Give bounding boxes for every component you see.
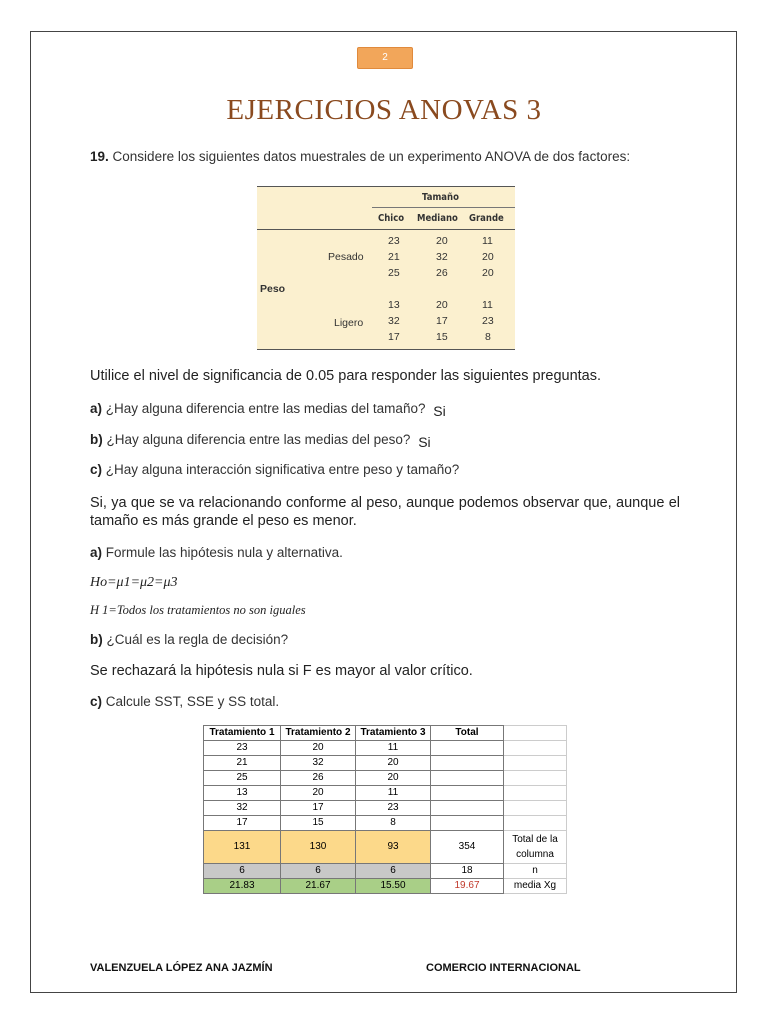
footer-author: VALENZUELA LÓPEZ ANA JAZMÍN xyxy=(90,962,273,974)
hypothesis-question: a) Formule las hipótesis nula y alternativa. xyxy=(90,545,343,560)
n-row: 6 6 6 18 n xyxy=(204,864,567,879)
mean-label: media Xg xyxy=(504,879,567,894)
header-total: Total xyxy=(431,726,504,741)
n-label: n xyxy=(504,864,567,879)
sample-cell: 21 xyxy=(388,251,400,263)
grand-total: 354 xyxy=(431,831,504,864)
table-row: 32 17 23 xyxy=(204,801,567,816)
footer-subject: COMERCIO INTERNACIONAL xyxy=(426,962,581,974)
problem-number: 19. xyxy=(90,149,109,164)
significance-text: Utilice el nivel de significancia de 0.05 para responder las siguientes preguntas. xyxy=(90,368,602,384)
anova-calculation-table xyxy=(203,725,567,894)
sample-cell: 25 xyxy=(388,267,400,279)
factor-column-label: Tamaño xyxy=(422,192,459,203)
row-factor-label: Peso xyxy=(260,283,286,295)
calc-question: c) Calcule SST, SSE y SS total. xyxy=(90,694,280,709)
n-total: 18 xyxy=(431,864,504,879)
sample-data-table xyxy=(257,186,515,350)
sample-cell: 26 xyxy=(436,267,448,279)
sample-cell: 8 xyxy=(485,331,491,343)
col-header-grande: Grande xyxy=(469,213,504,224)
sample-cell: 17 xyxy=(388,331,400,343)
table-row: 13 20 11 xyxy=(204,786,567,801)
group-label-ligero: Ligero xyxy=(334,317,364,329)
problem-statement xyxy=(90,149,630,164)
table-row: 23 20 11 xyxy=(204,741,567,756)
header-tratamiento-1: Tratamiento 1 xyxy=(204,726,281,741)
decision-answer: Se rechazará la hipótesis nula si F es mayor al valor crítico. xyxy=(90,663,473,679)
answer-a: Si xyxy=(433,403,446,419)
sample-cell: 11 xyxy=(482,235,493,247)
header-tratamiento-2: Tratamiento 2 xyxy=(281,726,356,741)
page-number-badge: 2 xyxy=(357,47,413,69)
col-header-chico: Chico xyxy=(378,213,405,224)
problem-text: Considere los siguientes datos muestrales de un experimento ANOVA de dos factores: xyxy=(112,149,631,164)
sample-cell: 20 xyxy=(436,299,448,311)
interaction-answer: Si, ya que se va relacionando conforme al peso, aunque podemos observar que, aunque el tamaño es más grande el peso es menor. xyxy=(90,495,680,529)
sample-cell: 20 xyxy=(482,267,494,279)
sample-cell: 11 xyxy=(482,299,493,311)
page-title: EJERCICIOS ANOVAS 3 xyxy=(226,94,542,126)
mean-row: 21.83 21.67 15.50 19.67 media Xg xyxy=(204,879,567,894)
col-header-mediano: Mediano xyxy=(417,213,458,224)
sample-cell: 13 xyxy=(388,299,400,311)
grand-mean: 19.67 xyxy=(431,879,504,894)
table-header-row xyxy=(204,726,567,741)
sample-cell: 23 xyxy=(482,315,494,327)
table-row: 25 26 20 xyxy=(204,771,567,786)
column-total-label: Total de la columna xyxy=(504,831,567,864)
column-total-row: 131 130 93 354 Total de la columna xyxy=(204,831,567,864)
sample-cell: 32 xyxy=(388,315,400,327)
sample-cell: 32 xyxy=(436,251,448,263)
group-label-pesado: Pesado xyxy=(328,251,364,263)
question-a: a) ¿Hay alguna diferencia entre las medias del tamaño? Si xyxy=(90,401,446,419)
sample-cell: 23 xyxy=(388,235,400,247)
question-c: c) ¿Hay alguna interacción significativa entre peso y tamaño? xyxy=(90,462,460,477)
decision-question: b) ¿Cuál es la regla de decisión? xyxy=(90,632,289,647)
alternative-hypothesis: H 1=Todos los tratamientos no son iguales xyxy=(90,603,306,617)
table-row: 17 15 8 xyxy=(204,816,567,831)
header-tratamiento-3: Tratamiento 3 xyxy=(356,726,431,741)
sample-cell: 15 xyxy=(436,331,448,343)
sample-cell: 17 xyxy=(436,315,448,327)
sample-cell: 20 xyxy=(482,251,494,263)
null-hypothesis: Ho=μ1=μ2=μ3 xyxy=(90,575,178,590)
table-row: 21 32 20 xyxy=(204,756,567,771)
answer-b: Si xyxy=(418,434,431,450)
sample-cell: 20 xyxy=(436,235,448,247)
question-b: b) ¿Hay alguna diferencia entre las medias del peso? Si xyxy=(90,432,431,450)
